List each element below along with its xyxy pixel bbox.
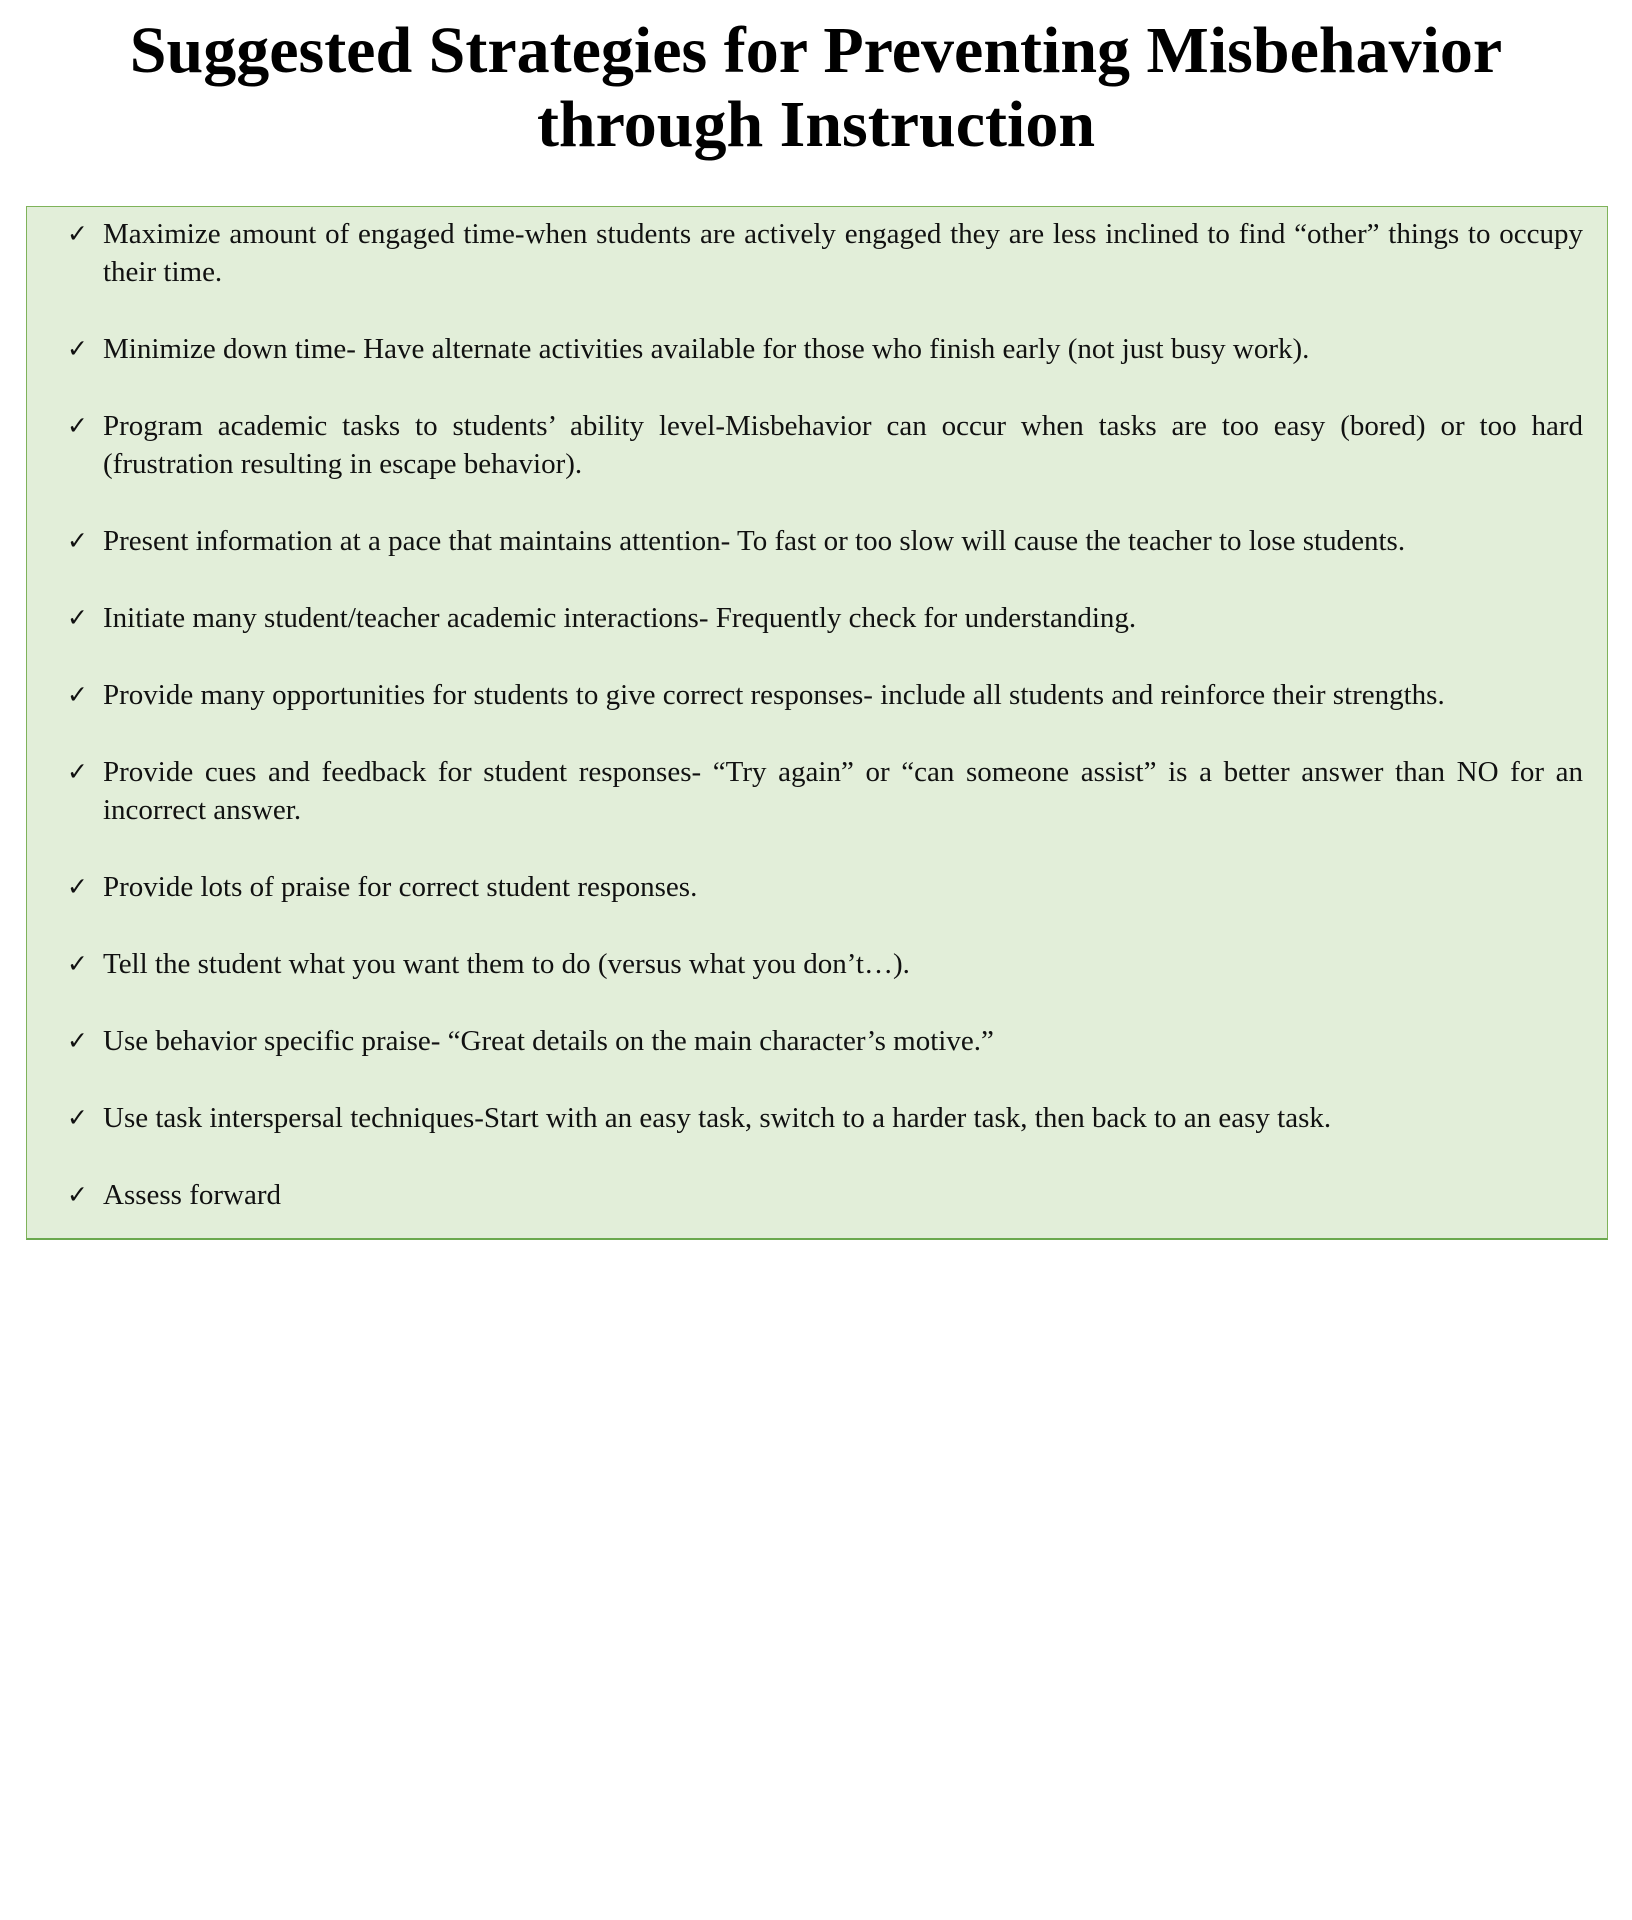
strategy-text: Program academic tasks to students’ ability level-Misbehavior can occur when tasks are too easy (bored) or too hard (frustration resulting in escape behavior). xyxy=(103,410,1583,480)
strategy-item-task-interspersal xyxy=(51,1099,1583,1137)
page-title-line-1: Suggested Strategies for Preventing Misbehavior xyxy=(129,14,1503,87)
check-mark-icon: ✓ xyxy=(67,757,88,786)
check-mark-icon: ✓ xyxy=(67,603,88,632)
strategy-item-down-time xyxy=(51,330,1583,368)
strategy-item-pace xyxy=(51,522,1583,560)
check-mark-icon: ✓ xyxy=(67,680,88,709)
strategy-item-assess-forward xyxy=(51,1176,1583,1214)
strategy-item-interactions xyxy=(51,599,1583,637)
check-mark-icon: ✓ xyxy=(67,334,88,363)
check-mark-icon: ✓ xyxy=(67,872,88,901)
page-title-line-2: through Instruction xyxy=(536,88,1096,161)
strategy-text: Maximize amount of engaged time-when students are actively engaged they are less inclined to find “other” things to occupy their time. xyxy=(103,218,1583,288)
strategy-text: Use task interspersal techniques-Start with an easy task, switch to a harder task, then back to an easy task. xyxy=(103,1102,1332,1134)
strategy-text: Initiate many student/teacher academic interactions- Frequently check for understanding. xyxy=(103,602,1137,634)
strategy-item-ability-level xyxy=(51,407,1583,483)
strategy-item-opportunities xyxy=(51,676,1583,714)
strategy-text: Present information at a pace that maintains attention- To fast or too slow will cause the teacher to lose students. xyxy=(103,525,1406,557)
strategy-item-specific-praise xyxy=(51,1022,1583,1060)
page-title xyxy=(0,14,1632,162)
strategy-text: Tell the student what you want them to do (versus what you don’t…). xyxy=(103,948,910,980)
strategy-item-cues-feedback xyxy=(51,753,1583,829)
strategy-text: Minimize down time- Have alternate activities available for those who finish early (not just busy work). xyxy=(103,333,1310,365)
strategy-text: Assess forward xyxy=(103,1179,281,1211)
strategy-item-engaged-time xyxy=(51,215,1583,291)
strategy-text: Provide cues and feedback for student responses- “Try again” or “can someone assist” is a better answer than NO for an incorrect answer. xyxy=(103,756,1583,826)
check-mark-icon: ✓ xyxy=(67,219,88,248)
strategies-list xyxy=(51,215,1583,1214)
strategy-text: Provide many opportunities for students to give correct responses- include all students and reinforce their strengths. xyxy=(103,679,1445,711)
check-mark-icon: ✓ xyxy=(67,949,88,978)
check-mark-icon: ✓ xyxy=(67,1103,88,1132)
strategy-item-tell-student xyxy=(51,945,1583,983)
strategy-text: Provide lots of praise for correct student responses. xyxy=(103,871,698,903)
check-mark-icon: ✓ xyxy=(67,526,88,555)
check-mark-icon: ✓ xyxy=(67,411,88,440)
strategy-item-praise xyxy=(51,868,1583,906)
check-mark-icon: ✓ xyxy=(67,1180,88,1209)
strategy-text: Use behavior specific praise- “Great details on the main character’s motive.” xyxy=(103,1025,994,1057)
check-mark-icon: ✓ xyxy=(67,1026,88,1055)
strategies-box xyxy=(26,206,1608,1240)
